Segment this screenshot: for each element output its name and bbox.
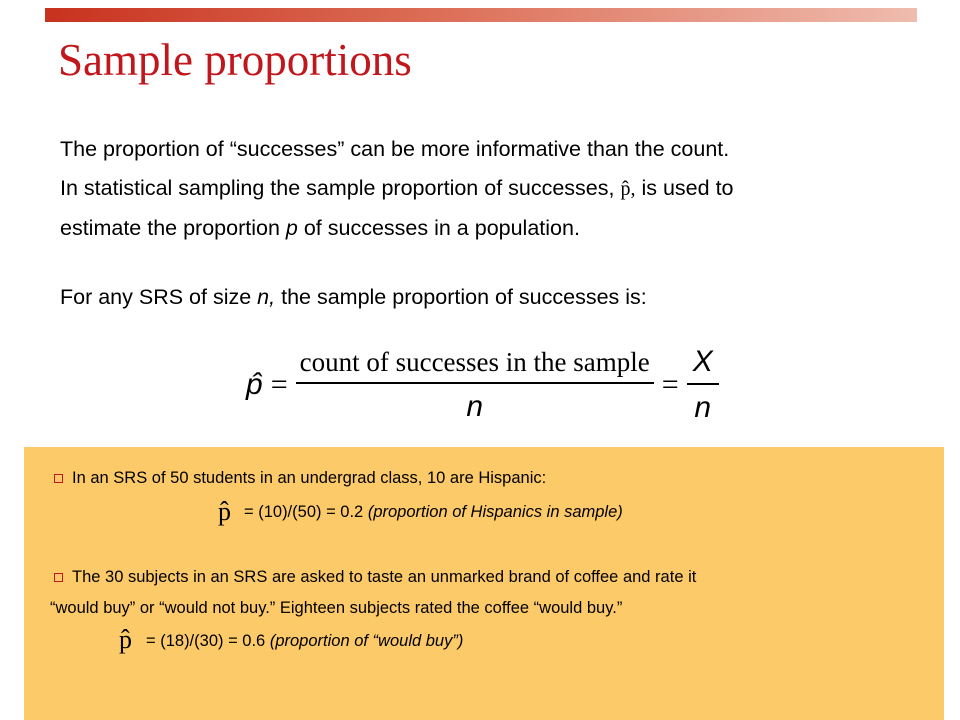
example-2-note: (proportion of “would buy”) — [269, 632, 464, 650]
formula-fraction-words — [296, 347, 654, 424]
srs-text-tail: the sample proportion of successes is: — [281, 285, 647, 309]
intro-line-2-tail: is used to — [641, 176, 734, 200]
title-accent-bar — [45, 8, 917, 22]
formula-equals-2: = — [661, 368, 679, 401]
intro-line-3-text: estimate the proportion — [60, 216, 280, 240]
p-variable: p — [285, 216, 298, 240]
example-1-note: (proportion of Hispanics in sample) — [367, 503, 623, 521]
example-2-line-2: “would buy” or “would not buy.” Eighteen subjects rated the coffee “would buy.” — [50, 599, 623, 617]
example-1-text: In an SRS of 50 students in an undergrad class, 10 are Hispanic: — [72, 469, 547, 487]
srs-text: For any SRS of size — [60, 285, 252, 309]
example-1-line-1 — [54, 469, 546, 488]
formula-fraction-symbols — [687, 345, 719, 425]
sample-proportion-formula — [246, 340, 719, 430]
example-2-text: The 30 subjects in an SRS are asked to taste an unmarked brand of coffee and rate it — [72, 568, 697, 586]
intro-line-2-text: In statistical sampling the sample proportion of successes, — [60, 176, 615, 200]
formula-equals: = — [270, 368, 288, 401]
formula-denominator: n — [466, 389, 484, 423]
formula-p-hat: p̂ — [246, 368, 263, 401]
formula-numerator-x: X — [692, 345, 713, 378]
intro-line-3-tail: of successes in a population. — [303, 216, 580, 240]
srs-definition-line — [60, 285, 647, 310]
formula-numerator: count of successes in the sample — [299, 346, 650, 377]
example-2-calc: = (18)/(30) = 0.6 — [146, 632, 266, 650]
example-1-calc-line — [244, 503, 623, 522]
intro-line-3 — [60, 209, 920, 248]
intro-line-2 — [60, 169, 920, 209]
intro-line-1: The proportion of “successes” can be more informative than the count. — [60, 137, 730, 161]
examples-box — [24, 447, 944, 720]
square-bullet-icon — [54, 474, 63, 483]
square-bullet-icon — [54, 573, 63, 582]
p-hat-symbol: p̂, — [620, 178, 636, 200]
intro-paragraph — [60, 130, 920, 248]
example-2-line-1 — [54, 568, 696, 587]
example-2-p-hat: p̂ — [119, 625, 132, 654]
example-1-calc: = (10)/(50) = 0.2 — [244, 503, 364, 521]
slide-title: Sample proportions — [58, 35, 412, 85]
n-variable: n, — [257, 285, 276, 309]
example-2-calc-line — [146, 632, 463, 651]
formula-denominator-n: n — [694, 391, 712, 424]
example-1-p-hat: p̂ — [218, 497, 231, 526]
